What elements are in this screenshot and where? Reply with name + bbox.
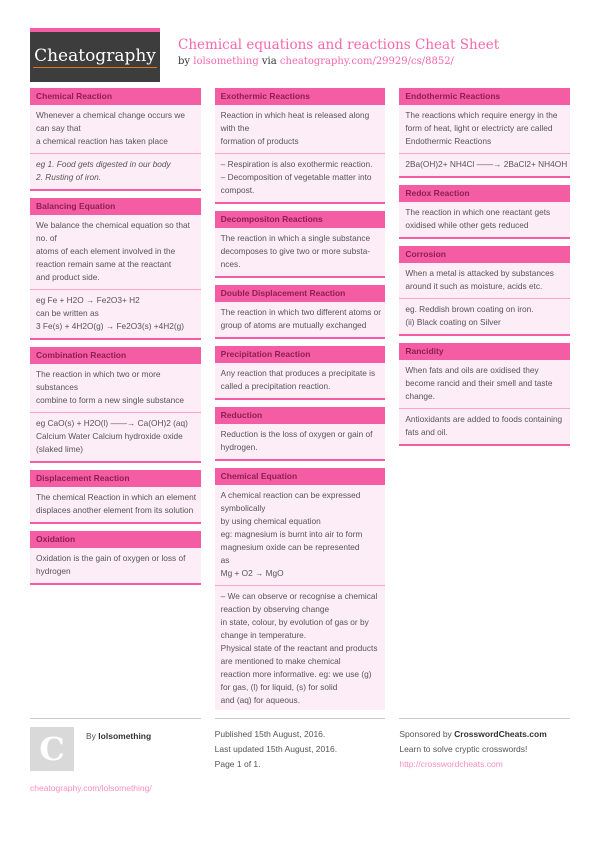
text-line: Mg + O2 → MgO bbox=[220, 568, 284, 578]
text-line: compost. bbox=[220, 185, 255, 195]
section-title: Corrosion bbox=[399, 246, 570, 263]
byline-url-link[interactable]: cheatography.com/29929/cs/8852/ bbox=[279, 56, 454, 67]
text-line: The reaction in which one reactant gets bbox=[405, 207, 551, 217]
section-block bbox=[399, 153, 570, 176]
text-line: eg: magnesium is burnt into air to form bbox=[220, 529, 363, 539]
text-line: The reactions which require energy in the bbox=[405, 110, 558, 120]
author-avatar: C bbox=[30, 727, 74, 771]
text-line: 3 Fe(s) + 4H2O(g) → Fe2O3(s) +4H2(g) bbox=[36, 321, 185, 331]
text-line: a chemical reaction has taken place bbox=[36, 136, 168, 146]
byline-via-label: via bbox=[261, 56, 277, 67]
text-line: (ii) Black coating on Silver bbox=[405, 317, 501, 327]
section-endothermic-reactions bbox=[399, 88, 570, 178]
author-row bbox=[30, 727, 201, 771]
text-line: as bbox=[220, 555, 230, 565]
text-line: oxidised while other gets reduced bbox=[405, 220, 529, 230]
text-line: and (aq) for aqueous. bbox=[220, 695, 301, 705]
section-title: Decompositon Reactions bbox=[215, 211, 386, 228]
footer-author-column bbox=[30, 718, 201, 796]
text-line: with the bbox=[220, 123, 250, 133]
sponsor-url-link[interactable]: http://crosswordcheats.com bbox=[399, 759, 503, 769]
text-line: around it such as moisture, acids etc. bbox=[405, 281, 543, 291]
author-profile-link[interactable]: cheatography.com/lolsomething/ bbox=[30, 783, 152, 793]
author-byline bbox=[86, 729, 151, 744]
section-title: Chemical Equation bbox=[215, 468, 386, 485]
text-line: Endothermic Reactions bbox=[405, 136, 492, 146]
section-block bbox=[215, 153, 386, 202]
sponsor-tagline: Learn to solve cryptic crosswords! bbox=[399, 744, 528, 754]
text-line: Oxidation is the gain of oxygen or loss of bbox=[36, 553, 186, 563]
byline bbox=[178, 56, 499, 67]
sponsor-name[interactable]: CrosswordCheats.com bbox=[454, 729, 547, 739]
text-line: The reaction in which a single substance bbox=[220, 233, 371, 243]
text-line: Physical state of the reactant and products bbox=[220, 643, 378, 653]
cheatography-logo bbox=[30, 28, 160, 82]
text-line: When a metal is attacked by substances bbox=[405, 268, 554, 278]
text-line: A chemical reaction can be expressed bbox=[220, 490, 361, 500]
text-line: We balance the chemical equation so that bbox=[36, 220, 190, 230]
header-text bbox=[178, 28, 499, 67]
text-line: by using chemical equation bbox=[220, 516, 321, 526]
section-chemical-reaction bbox=[30, 88, 201, 191]
text-line: are mentioned to make chemical bbox=[220, 656, 341, 666]
column-2 bbox=[215, 88, 386, 710]
masthead bbox=[30, 28, 570, 82]
section-combination-reaction bbox=[30, 347, 201, 463]
section-chemical-equation bbox=[215, 468, 386, 710]
cheatography-logo-text: Cheatography bbox=[34, 46, 156, 66]
text-line: combine to form a new single substance bbox=[36, 395, 185, 405]
section-title: Balancing Equation bbox=[30, 198, 201, 215]
text-line: can say that bbox=[36, 123, 81, 133]
section-title: Oxidation bbox=[30, 531, 201, 548]
section-block bbox=[30, 364, 201, 412]
section-block bbox=[30, 487, 201, 522]
column-3 bbox=[399, 88, 570, 710]
columns bbox=[30, 88, 570, 710]
section-double-displacement-reaction bbox=[215, 285, 386, 339]
text-line: reaction more informative. eg: we use (g) bbox=[220, 669, 372, 679]
section-block bbox=[30, 215, 201, 289]
section-title: Exothermic Reactions bbox=[215, 88, 386, 105]
text-line: reaction by observing change bbox=[220, 604, 330, 614]
text-line: eg. Reddish brown coating on iron. bbox=[405, 304, 534, 314]
text-line: fats and oil. bbox=[405, 427, 448, 437]
text-line: The reaction in which two or more bbox=[36, 369, 161, 379]
section-reduction bbox=[215, 407, 386, 461]
text-line: called a precipitation reaction. bbox=[220, 381, 331, 391]
text-line: and product side. bbox=[36, 272, 100, 282]
text-line: When fats and oils are oxidised they bbox=[405, 365, 539, 375]
section-title: Reduction bbox=[215, 407, 386, 424]
footer-author-name[interactable]: lolsomething bbox=[98, 731, 152, 741]
footer-by-label: By bbox=[86, 731, 96, 741]
section-title: Rancidity bbox=[399, 343, 570, 360]
section-displacement-reaction bbox=[30, 470, 201, 524]
text-line: Antioxidants are added to foods containing bbox=[405, 414, 563, 424]
text-line: Whenever a chemical change occurs we bbox=[36, 110, 185, 120]
text-line: 2Ba(OH)2+ NH4Cl ——→ 2BaCl2+ NH4OH bbox=[405, 159, 568, 169]
section-redox-reaction bbox=[399, 185, 570, 239]
text-line: symbolically bbox=[220, 503, 266, 513]
published-date: Published 15th August, 2016. bbox=[214, 729, 326, 739]
section-block bbox=[30, 548, 201, 583]
text-line: – Decomposition of vegetable matter into bbox=[220, 172, 372, 182]
section-title: Chemical Reaction bbox=[30, 88, 201, 105]
section-block bbox=[399, 263, 570, 298]
text-line: decomposes to give two or more substa- bbox=[220, 246, 371, 256]
section-exothermic-reactions bbox=[215, 88, 386, 204]
section-balancing-equation bbox=[30, 198, 201, 340]
text-line: nces. bbox=[220, 259, 241, 269]
text-line: substances bbox=[36, 382, 78, 392]
text-line: The reaction in which two different atoms or bbox=[220, 307, 382, 317]
page-number: Page 1 of 1. bbox=[214, 759, 261, 769]
updated-date: Last updated 15th August, 2016. bbox=[214, 744, 338, 754]
footer bbox=[30, 718, 570, 796]
section-title: Endothermic Reactions bbox=[399, 88, 570, 105]
text-line: displaces another element from its solution bbox=[36, 505, 194, 515]
section-block bbox=[30, 105, 201, 153]
footer-sponsor-column bbox=[399, 718, 570, 796]
text-line: Reaction in which heat is released along bbox=[220, 110, 370, 120]
text-line: Any reaction that produces a precipitate is bbox=[220, 368, 376, 378]
text-line: formation of products bbox=[220, 136, 299, 146]
text-line: Reduction is the loss of oxygen or gain of bbox=[220, 429, 373, 439]
section-rancidity bbox=[399, 343, 570, 446]
text-line: reaction remain same at the reactant bbox=[36, 259, 172, 269]
text-line: – We can observe or recognise a chemical bbox=[220, 591, 378, 601]
section-block bbox=[215, 363, 386, 398]
text-line: hydrogen. bbox=[220, 442, 258, 452]
text-line: group of atoms are mutually exchanged bbox=[220, 320, 367, 330]
section-oxidation bbox=[30, 531, 201, 585]
text-line: eg CaO(s) + H2O(l) ——→ Ca(OH)2 (aq) bbox=[36, 418, 188, 428]
text-line: in state, colour, by evolution of gas or by bbox=[220, 617, 369, 627]
text-line: hydrogen bbox=[36, 566, 71, 576]
byline-author-link[interactable]: lolsomething bbox=[193, 56, 259, 67]
section-block bbox=[30, 289, 201, 338]
section-block bbox=[215, 424, 386, 459]
text-line: no. of bbox=[36, 233, 57, 243]
section-block bbox=[215, 228, 386, 276]
text-line: form of heat, light or electricty are called bbox=[405, 123, 553, 133]
section-decompositon-reactions bbox=[215, 211, 386, 278]
text-line: change in temperature. bbox=[220, 630, 306, 640]
page-title: Chemical equations and reactions Cheat Sheet bbox=[178, 37, 500, 53]
section-block bbox=[399, 360, 570, 408]
text-line: Calcium Water Calcium hydroxide oxide bbox=[36, 431, 183, 441]
byline-by-label: by bbox=[178, 56, 191, 67]
section-title: Displacement Reaction bbox=[30, 470, 201, 487]
section-block bbox=[399, 298, 570, 334]
section-title: Combination Reaction bbox=[30, 347, 201, 364]
section-block bbox=[399, 202, 570, 237]
section-block bbox=[399, 408, 570, 444]
sponsor-line bbox=[399, 727, 570, 742]
section-corrosion bbox=[399, 246, 570, 336]
footer-published-column bbox=[215, 718, 386, 796]
section-title: Precipitation Reaction bbox=[215, 346, 386, 363]
text-line: eg Fe + H2O → Fe2O3+ H2 bbox=[36, 295, 140, 305]
section-block bbox=[30, 412, 201, 461]
section-block bbox=[399, 105, 570, 153]
text-line: can be written as bbox=[36, 308, 99, 318]
text-line: for gas, (l) for liquid, (s) for solid bbox=[220, 682, 338, 692]
section-title: Double Displacement Reaction bbox=[215, 285, 386, 302]
text-line: change. bbox=[405, 391, 435, 401]
section-block bbox=[215, 485, 386, 585]
section-block bbox=[215, 302, 386, 337]
section-title: Redox Reaction bbox=[399, 185, 570, 202]
text-line: become rancid and their smell and taste bbox=[405, 378, 553, 388]
text-line: atoms of each element involved in the bbox=[36, 246, 176, 256]
section-block bbox=[215, 585, 386, 710]
text-line: (slaked lime) bbox=[36, 444, 84, 454]
section-block bbox=[215, 105, 386, 153]
sponsor-prefix: Sponsored by bbox=[399, 729, 452, 739]
text-line: magnesium oxide can be represented bbox=[220, 542, 360, 552]
text-line: The chemical Reaction in which an element bbox=[36, 492, 197, 502]
text-line: 2. Rusting of iron. bbox=[36, 172, 102, 182]
column-1 bbox=[30, 88, 201, 710]
section-precipitation-reaction bbox=[215, 346, 386, 400]
section-block bbox=[30, 153, 201, 189]
text-line: – Respiration is also exothermic reaction. bbox=[220, 159, 373, 169]
text-line: eg 1. Food gets digested in our body bbox=[36, 159, 171, 169]
